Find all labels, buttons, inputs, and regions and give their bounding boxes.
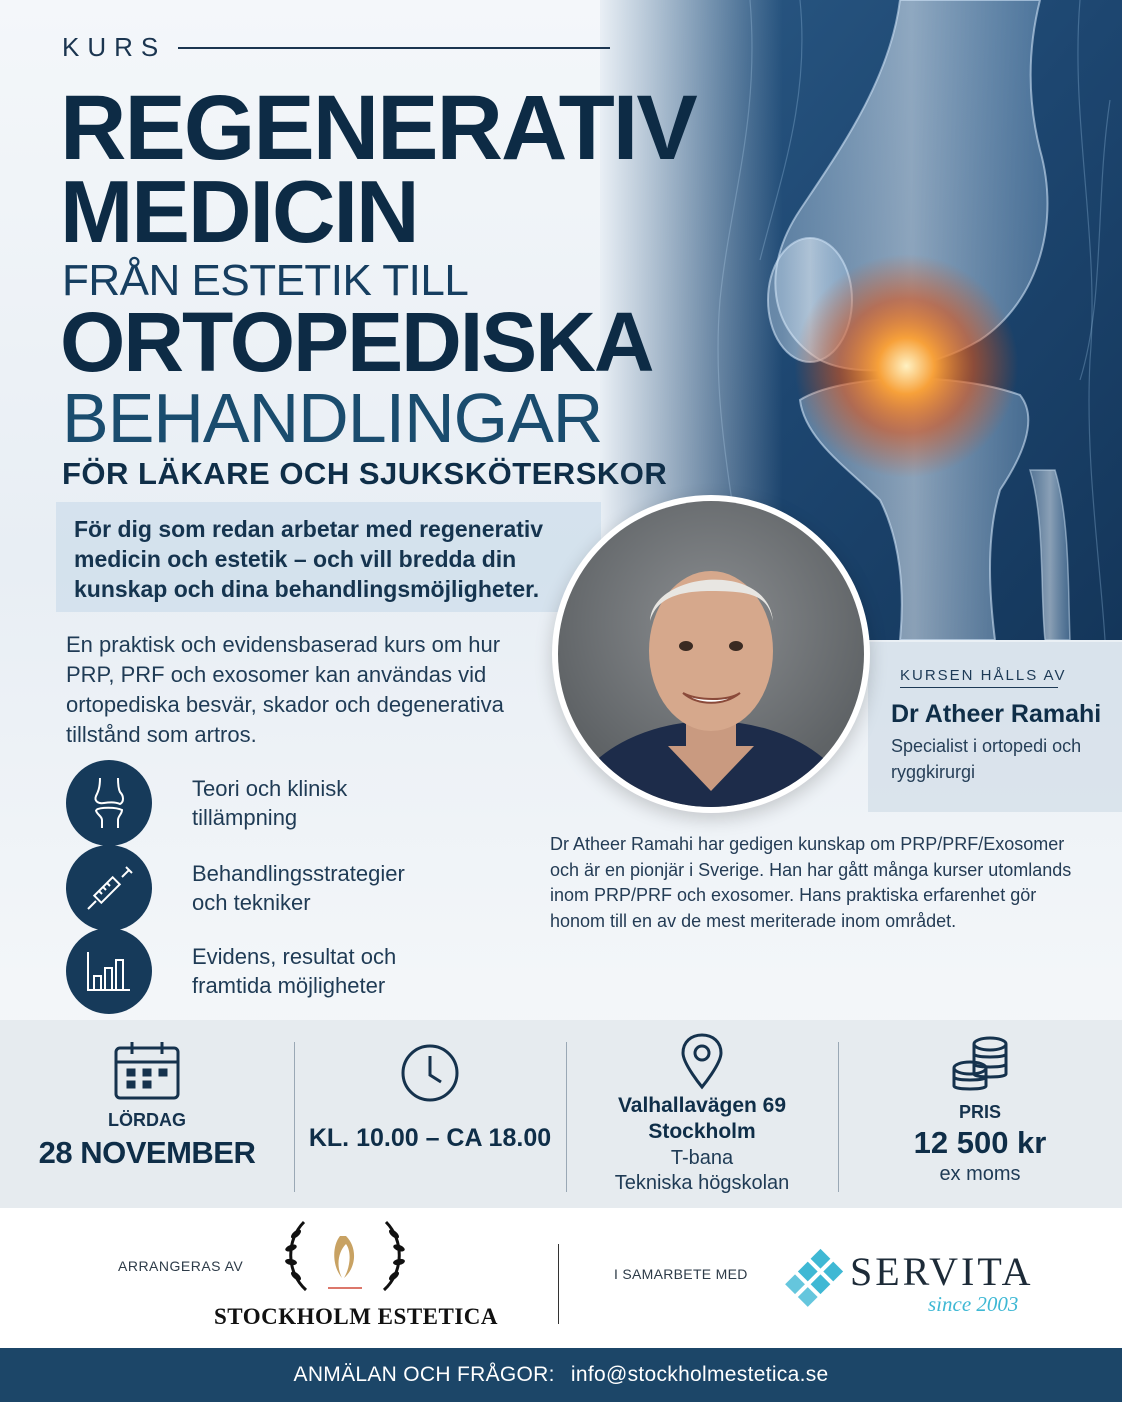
partner-name: SERVITA bbox=[850, 1249, 1034, 1294]
audience-line: FÖR LÄKARE OCH SJUKSKÖTERSKOR bbox=[62, 456, 668, 491]
partner-since: since 2003 bbox=[928, 1292, 1019, 1316]
map-pin-icon bbox=[566, 1032, 838, 1090]
knee-joint-icon bbox=[66, 760, 152, 846]
intro-text: För dig som redan arbetar med regenerativ medicin och estetik – och vill bredda din kunskap och dina behandlingsmöjligheter. bbox=[74, 516, 544, 602]
feature-text: Behandlingsstrategier och tekniker bbox=[192, 861, 405, 915]
title-line-2: MEDICIN bbox=[60, 162, 418, 261]
clock-icon bbox=[294, 1042, 566, 1104]
host-section-label: KURSEN HÅLLS AV bbox=[900, 667, 1067, 684]
contact-email[interactable]: info@stockholmestetica.se bbox=[570, 1363, 829, 1386]
bar-chart-icon bbox=[66, 928, 152, 1014]
organizer-label: ARRANGERAS AV bbox=[118, 1258, 244, 1274]
syringe-icon bbox=[66, 845, 152, 931]
host-name: Dr Atheer Ramahi bbox=[891, 700, 1102, 728]
sponsor-divider bbox=[558, 1244, 559, 1324]
partner-label: I SAMARBETE MED bbox=[614, 1266, 748, 1282]
address-line-2: Stockholm bbox=[648, 1120, 756, 1143]
title-line-4: ORTOPEDISKA bbox=[60, 295, 653, 389]
lead-text: En praktisk och evidensbaserad kurs om hur PRP, PRF och exosomer kan användas vid ortopediska besvär, skador och degenerativa tillstånd som artros. bbox=[66, 632, 504, 747]
host-label-rule bbox=[900, 687, 1058, 688]
price-block bbox=[838, 1020, 1122, 1208]
host-portrait bbox=[558, 501, 864, 807]
stockholm-estetica-logo bbox=[280, 1216, 410, 1300]
feature-item bbox=[66, 845, 432, 931]
feature-text: Evidens, resultat och framtida möjligheter bbox=[192, 944, 397, 998]
date-block bbox=[0, 1020, 294, 1208]
title-line-1: REGENERATIV bbox=[60, 77, 696, 179]
host-portrait-frame bbox=[552, 495, 870, 813]
kicker-rule bbox=[178, 47, 610, 49]
title-line-3: FRÅN ESTETIK TILL bbox=[62, 256, 469, 305]
coins-icon bbox=[838, 1034, 1122, 1096]
location-block bbox=[566, 1020, 838, 1208]
date-value: 28 NOVEMBER bbox=[38, 1135, 256, 1170]
feature-item bbox=[66, 928, 432, 1014]
kicker-label: KURS bbox=[62, 32, 167, 62]
price-label: PRIS bbox=[958, 1102, 1001, 1122]
title-line-5: BEHANDLINGAR bbox=[62, 379, 603, 457]
kicker-row bbox=[62, 32, 610, 63]
host-bio: Dr Atheer Ramahi har gedigen kunskap om PRP/PRF/Exosomer och är en pionjär i Sverige. Han har gått många kurser utomlands inom PRP/PRF och exosomer. Hans praktiska erfarenhet gör honom till en av de mest meriterade inom området. bbox=[550, 834, 1072, 931]
feature-text: Teori och klinisk tillämpning bbox=[192, 776, 348, 830]
date-day: LÖRDAG bbox=[108, 1110, 186, 1130]
calendar-icon bbox=[0, 1040, 294, 1102]
organizer-name: STOCKHOLM ESTETICA bbox=[214, 1304, 499, 1329]
transit-line-2: Tekniska högskolan bbox=[614, 1172, 790, 1194]
price-value: 12 500 kr bbox=[913, 1125, 1047, 1160]
contact-footer bbox=[0, 1348, 1122, 1402]
time-block bbox=[294, 1020, 566, 1208]
feature-item bbox=[66, 760, 432, 846]
sponsors-section bbox=[0, 1208, 1122, 1348]
address-line-1: Valhallavägen 69 bbox=[617, 1094, 787, 1117]
host-title: Specialist i ortopedi och ryggkirurgi bbox=[891, 736, 1082, 782]
transit-line-1: T-bana bbox=[670, 1147, 734, 1169]
servita-logo-mark bbox=[776, 1244, 848, 1316]
price-note: ex moms bbox=[939, 1163, 1021, 1185]
intro-box bbox=[56, 502, 601, 612]
time-value: KL. 10.00 – CA 18.00 bbox=[308, 1124, 552, 1152]
contact-label: ANMÄLAN OCH FRÅGOR: bbox=[293, 1363, 555, 1386]
